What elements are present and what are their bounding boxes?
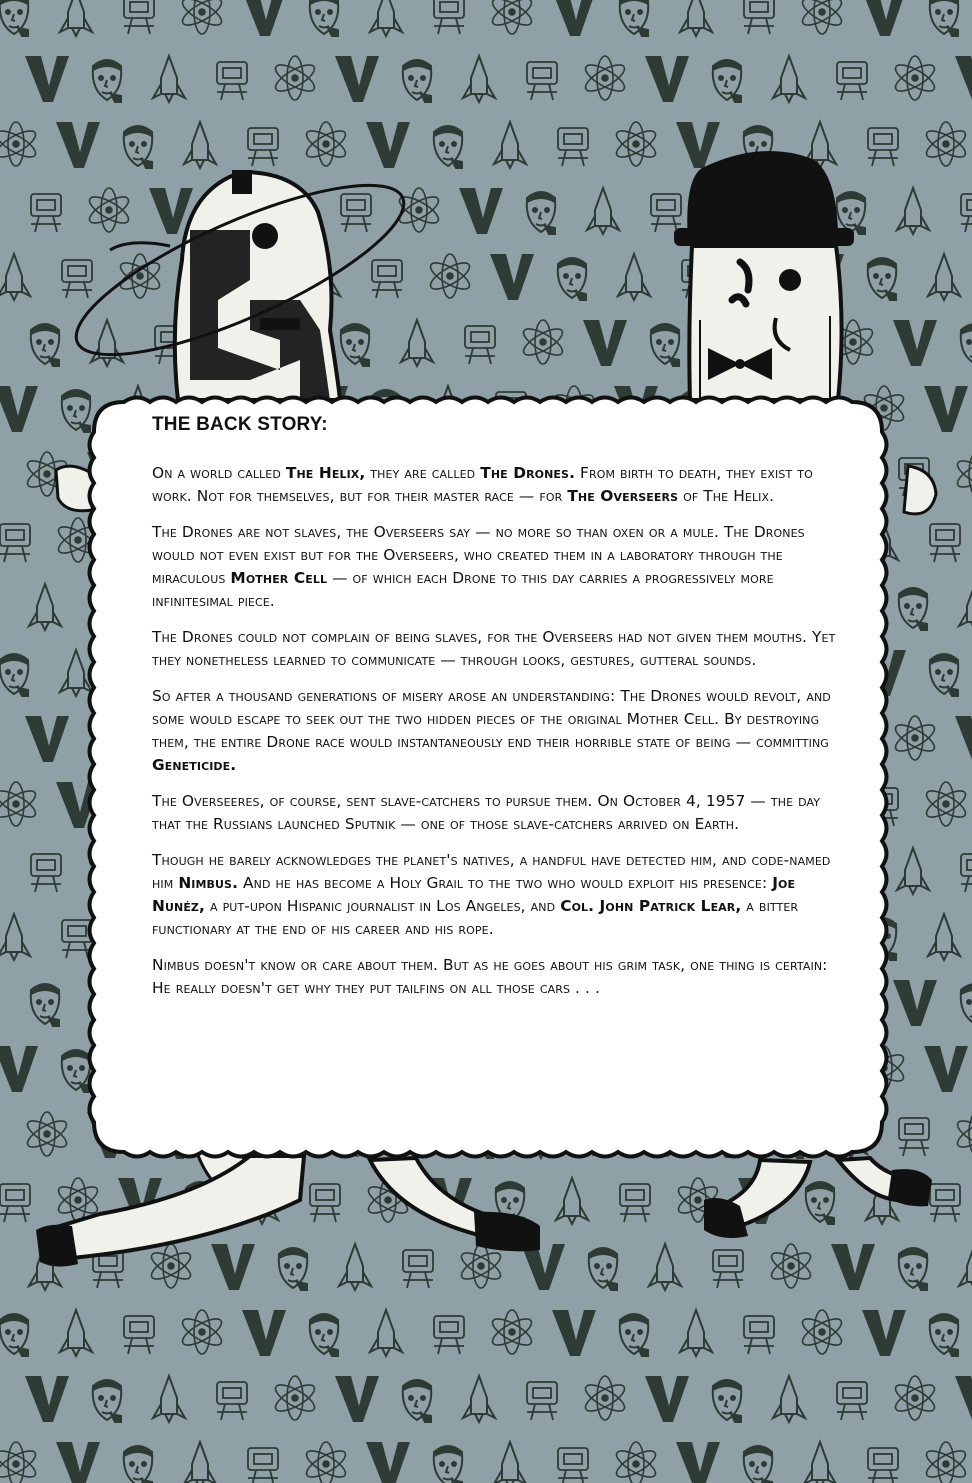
text-run: The Drones could not complain of being slaves, for the Overseers had not given them mouths. Yet they nonetheless learned to communicate — through looks, gestures, gutteral sounds. [152,628,836,669]
bold-term: The Drones. [480,464,576,482]
text-run: Nimbus doesn't know or care about them. But as he goes about his grim task, one thing is certain: He really doesn't get why they put tailfins on all those cars . . . [152,956,828,997]
card-text [152,414,842,1013]
paragraph-3 [152,626,842,672]
bold-term: The Overseers [567,487,679,505]
bold-term: Col. John Patrick Lear, [560,897,742,915]
text-run: The Overseeres, of course, sent slave-catchers to pursue them. On October 4, 1957 — the day that the Russians launched Sputnik — one of those slave-catchers arrived on Earth. [152,792,821,833]
text-run: Though he barely acknowledges the planet's natives, a handful have detected him, and code-named him [152,851,831,892]
text-run: And he has become a Holy Grail to the two who would exploit his presence: [238,874,773,892]
bold-term: Geneticide. [152,756,237,774]
bold-term: Mother Cell [230,569,328,587]
text-run: So after a thousand generations of misery arose an understanding: The Drones would revolt, and some would escape to seek out the two hidden pieces of the original Mother Cell. By destroying them, the entire Drone race would instantaneously end their horrible state of being — committing [152,687,831,751]
bold-term: Nimbus. [178,874,239,892]
legs [36,1150,932,1267]
text-run: On a world called [152,464,286,482]
bold-term: Joe Nunéz, [152,874,796,915]
text-run: they are called [365,464,481,482]
backstory-heading: THE BACK STORY: [152,414,328,435]
text-run: — of which each Drone to this day carries a progressively more infinitesimal piece. [152,569,774,610]
text-run: a bitter functionary at the end of his career and his rope. [152,897,799,938]
paragraph-7 [152,954,842,1000]
text-run: of The Helix. [678,487,775,505]
backstory-card [84,392,892,1162]
text-run: a put-upon Hispanic journalist in Los Angeles, and [204,897,561,915]
text-run: The Drones are not slaves, the Overseers say — no more so than oxen or a mule. The Drones would not even exist but for the Overseers, who created them in a laboratory through the miraculous [152,523,805,587]
backstory-paragraphs [152,462,842,1000]
paragraph-6 [152,849,842,941]
paragraph-2 [152,521,842,613]
paragraph-4 [152,685,842,777]
man-in-hat-figure [674,151,854,400]
paragraph-5 [152,790,842,836]
bold-term: The Helix, [285,464,366,482]
drone-robot-figure [58,154,422,400]
paragraph-1 [152,462,842,508]
text-run: From birth to death, they exist to work. Not for themselves, but for their master race — for [152,464,813,505]
right-hand [904,466,936,514]
